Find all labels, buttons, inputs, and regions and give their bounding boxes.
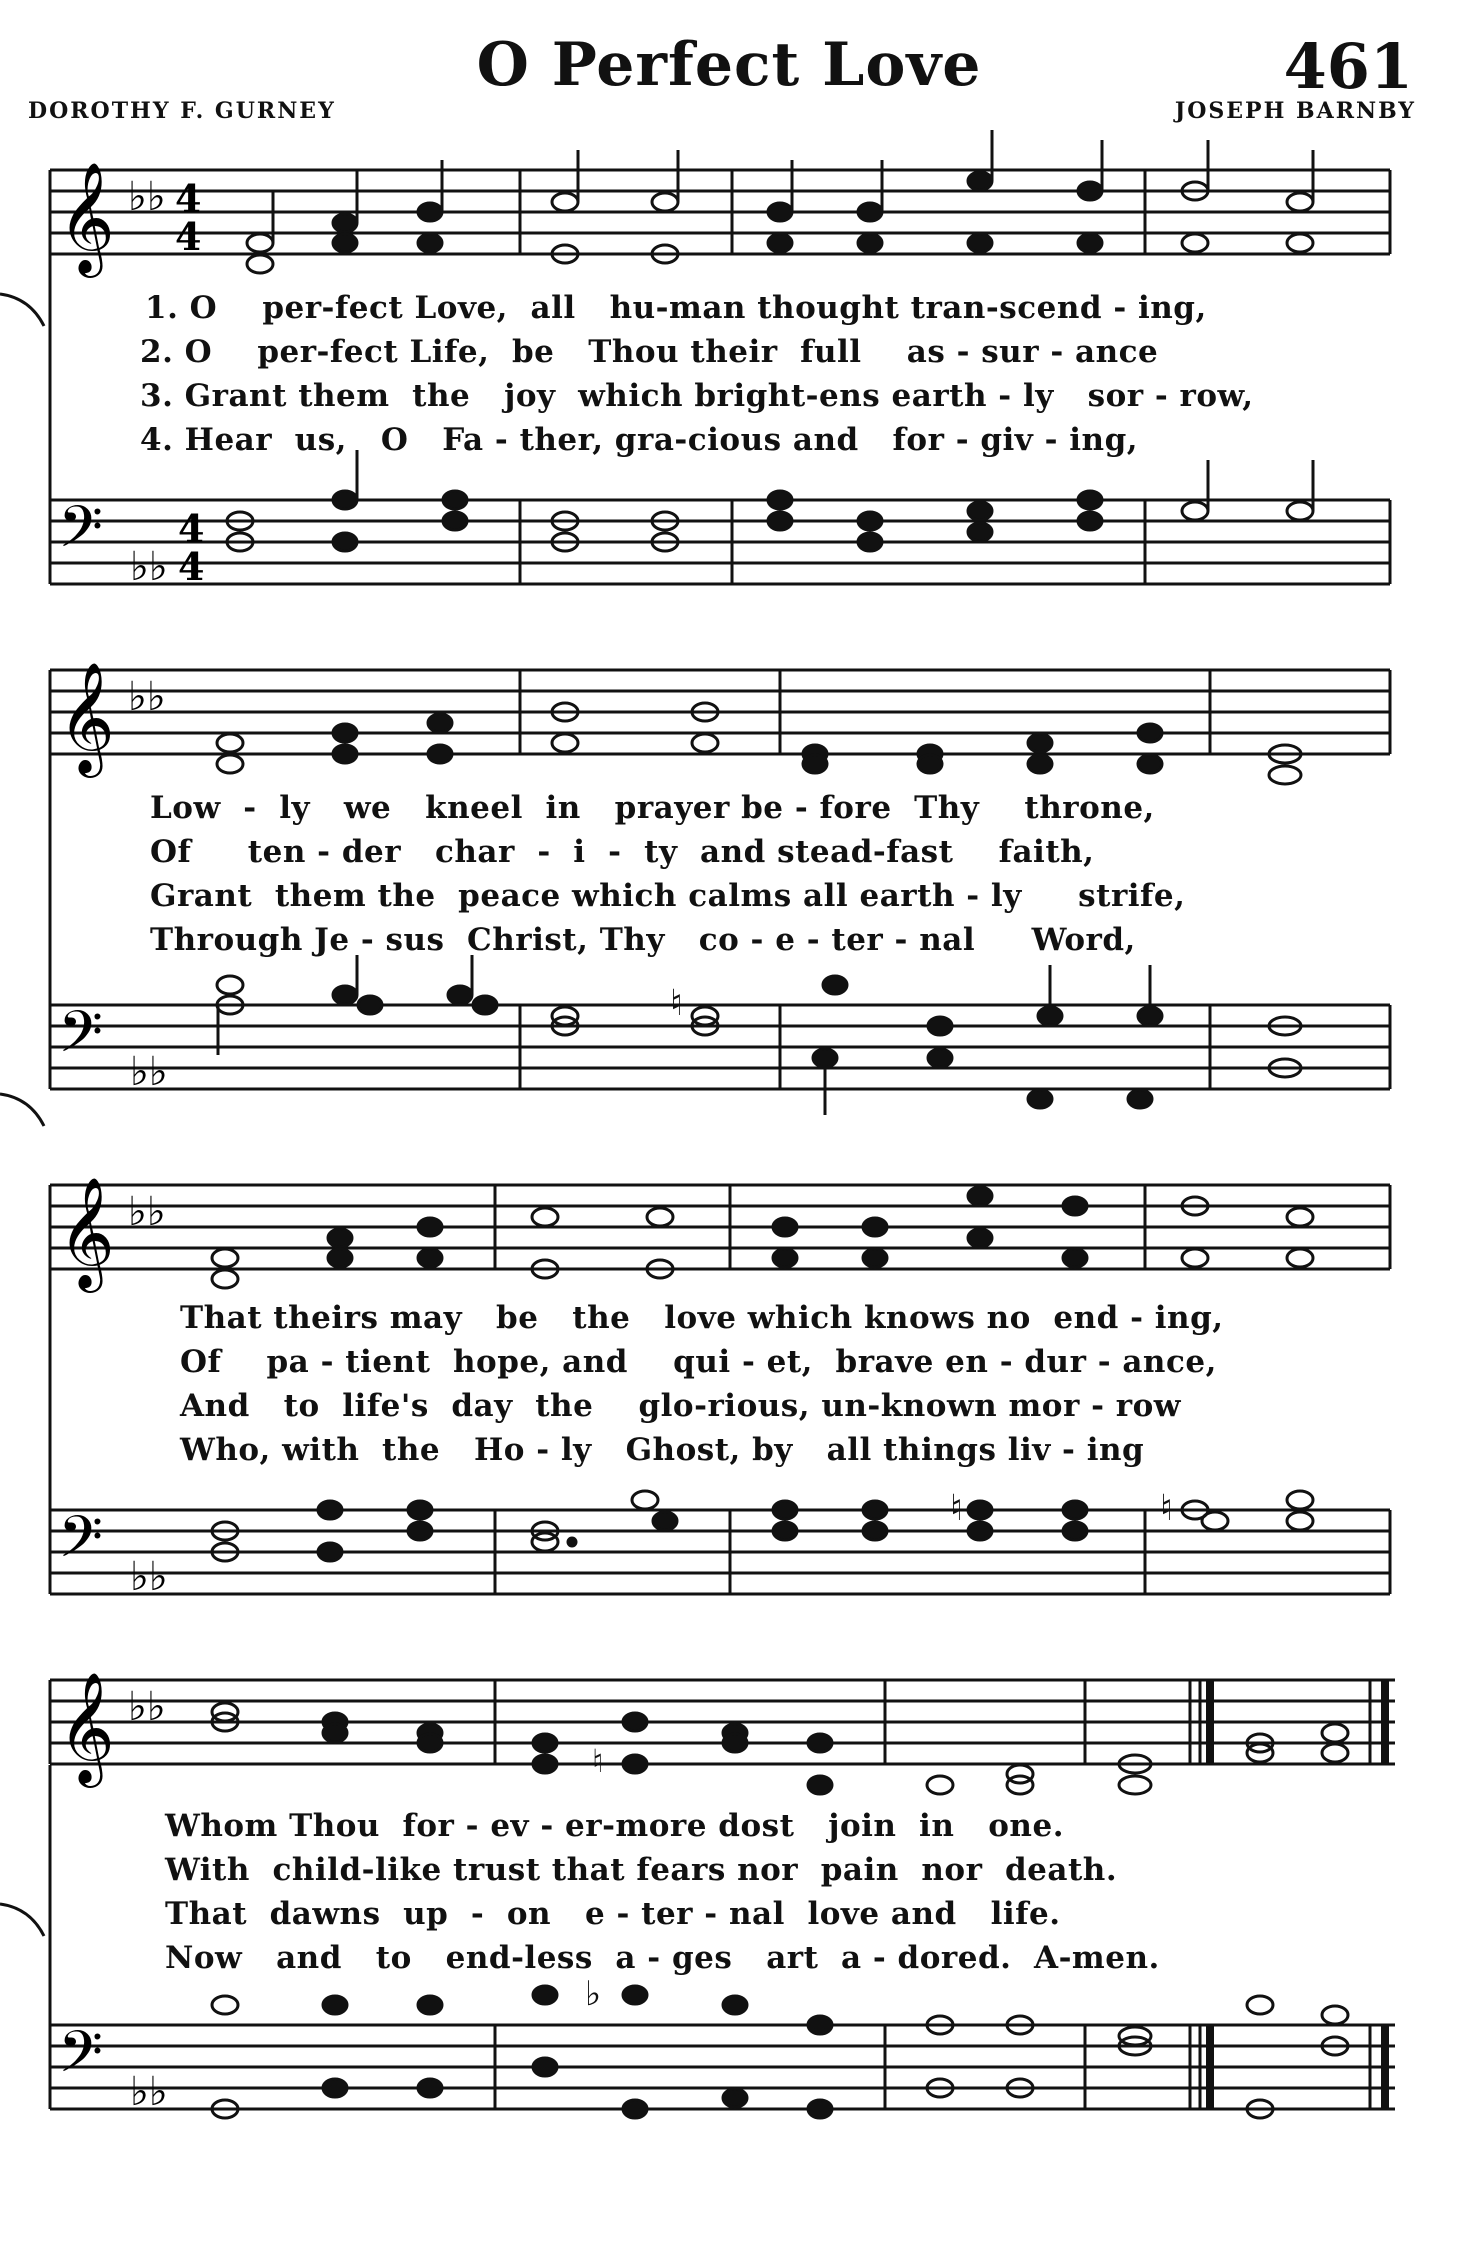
hymn-number: 461 xyxy=(1283,30,1413,103)
bass-clef-icon: 𝄢 xyxy=(58,493,104,575)
verse-line: 1. O per-fect Love, all hu-man thought tran-scend - ing, xyxy=(145,290,1207,326)
margin-mark xyxy=(0,290,48,330)
treble-staff-1 xyxy=(0,150,1458,273)
flat-icon: ♭♭ xyxy=(128,673,166,720)
hymn-title: O Perfect Love xyxy=(476,30,982,100)
flat-icon: ♭♭ xyxy=(128,1188,166,1235)
time-sig-top: 4 xyxy=(178,506,205,551)
verse-line: Whom Thou for - ev - er-more dost join in one. xyxy=(165,1808,1064,1844)
flat-icon: ♭♭ xyxy=(128,1683,166,1730)
bass-clef-icon: 𝄢 xyxy=(58,998,104,1080)
verse-line: Low - ly we kneel in prayer be - fore Thy throne, xyxy=(150,790,1155,826)
verse-line: 4. Hear us, O Fa - ther, gra-cious and for - giv - ing, xyxy=(140,422,1139,458)
composer-credit: JOSEPH BARNBY xyxy=(1174,98,1416,124)
flat-icon: ♭♭ xyxy=(128,173,166,220)
bass-staff-4 xyxy=(0,1974,1458,2135)
natural-icon: ♮ xyxy=(592,1742,604,1780)
natural-icon: ♮ xyxy=(950,1488,963,1529)
treble-staff-3 xyxy=(0,1165,1458,1288)
verse-line: Grant them the peace which calms all earth - ly strife, xyxy=(150,878,1186,914)
bass-staff-3 xyxy=(0,1490,1458,1610)
treble-staff-4 xyxy=(0,1660,1458,1783)
flat-icon: ♭♭ xyxy=(130,543,168,590)
bass-clef-icon: 𝄢 xyxy=(58,1503,104,1585)
natural-icon: ♮ xyxy=(1160,1488,1173,1529)
verse-line: That dawns up - on e - ter - nal love and life. xyxy=(165,1896,1061,1932)
bass-staff-2 xyxy=(0,985,1458,1125)
verse-line: Of pa - tient hope, and qui - et, brave en - dur - ance, xyxy=(180,1344,1217,1380)
flat-icon: ♭ xyxy=(585,1974,602,2014)
verse-line: 3. Grant them the joy which bright-ens earth - ly sor - row, xyxy=(140,378,1254,414)
verse-line: Through Je - sus Christ, Thy co - e - ter - nal Word, xyxy=(150,922,1136,958)
verse-line: Of ten - der char - i - ty and stead-fast faith, xyxy=(150,834,1095,870)
flat-icon: ♭♭ xyxy=(130,1048,168,1095)
treble-staff-2 xyxy=(0,650,1458,773)
time-sig-bottom: 4 xyxy=(178,544,205,589)
verse-line: That theirs may be the love which knows no end - ing, xyxy=(180,1300,1224,1336)
time-sig-bottom: 4 xyxy=(175,214,202,259)
verse-line: And to life's day the glo-rious, un-known mor - row xyxy=(180,1388,1181,1424)
verse-line: With child-like trust that fears nor pain nor death. xyxy=(165,1852,1118,1888)
treble-clef-icon: 𝄞 xyxy=(58,1671,115,1783)
verse-line: Now and to end-less a - ges art a - dored. A-men. xyxy=(165,1940,1160,1976)
verse-line: Who, with the Ho - ly Ghost, by all things liv - ing xyxy=(180,1432,1145,1468)
treble-clef-icon: 𝄞 xyxy=(58,1176,115,1288)
treble-clef-icon: 𝄞 xyxy=(58,161,115,273)
margin-mark xyxy=(0,1900,48,1940)
lyricist-credit: DOROTHY F. GURNEY xyxy=(28,98,336,124)
flat-icon: ♭♭ xyxy=(130,2068,168,2115)
verse-line: 2. O per-fect Life, be Thou their full as - sur - ance xyxy=(140,334,1159,370)
bass-staff-1 xyxy=(0,480,1458,600)
treble-clef-icon: 𝄞 xyxy=(58,661,115,773)
time-sig-top: 4 xyxy=(175,176,202,221)
natural-icon: ♮ xyxy=(670,983,683,1024)
bass-clef-icon: 𝄢 xyxy=(58,2018,104,2100)
flat-icon: ♭♭ xyxy=(130,1553,168,1600)
